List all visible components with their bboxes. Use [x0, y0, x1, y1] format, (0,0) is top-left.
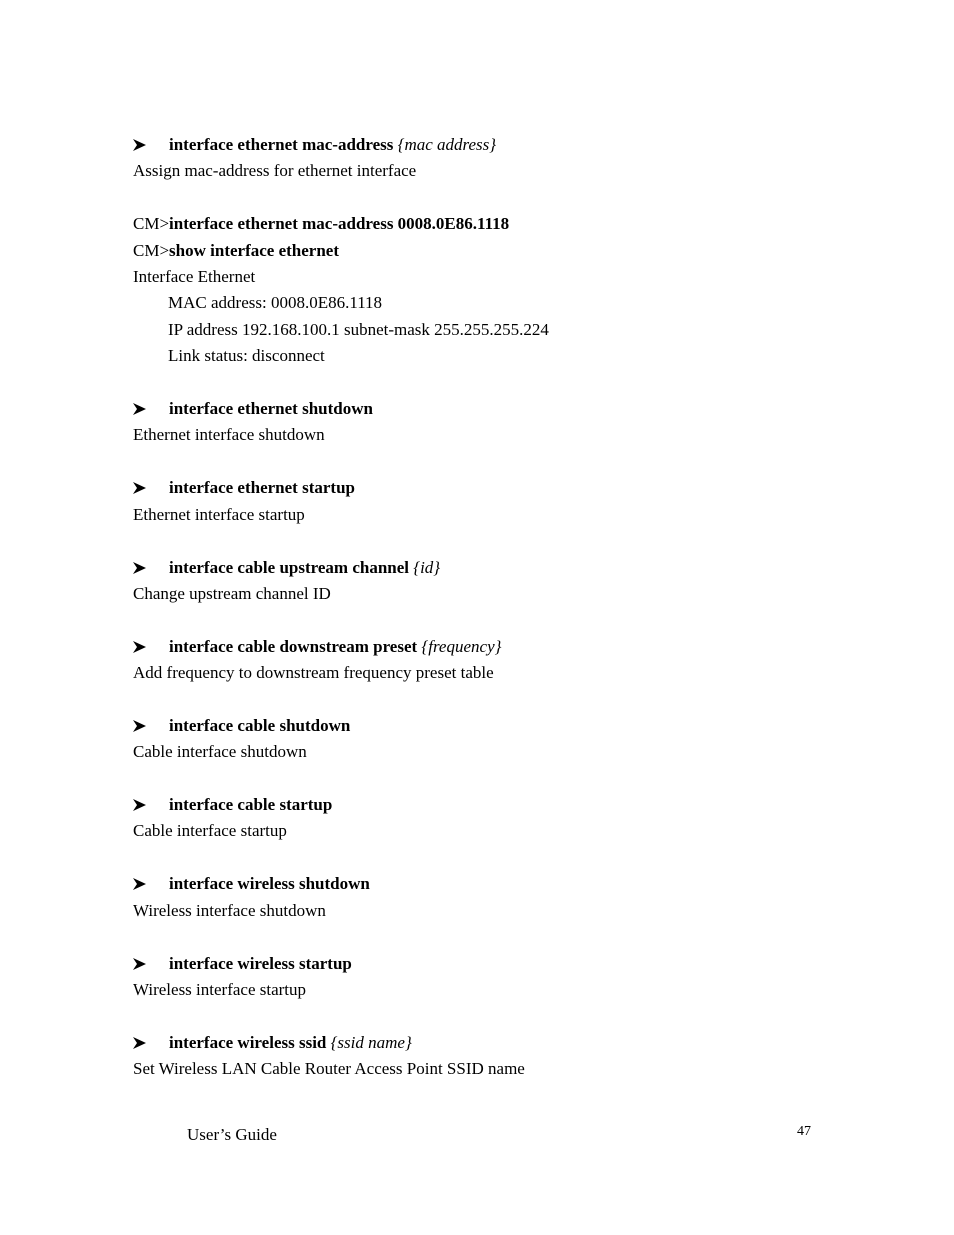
command-name: interface cable upstream channel: [169, 558, 410, 577]
command-description: Change upstream channel ID: [133, 584, 331, 603]
cli-prompt: CM>: [133, 241, 170, 260]
command-description: Assign mac-address for ethernet interface: [133, 161, 417, 180]
command-name: interface wireless startup: [169, 954, 352, 973]
command-entry: [169, 637, 501, 657]
command-argument: {mac address}: [397, 135, 497, 154]
command-name: interface wireless shutdown: [169, 874, 370, 893]
command-entry: [169, 558, 440, 578]
command-description: Wireless interface shutdown: [133, 901, 326, 920]
page-number: 47: [797, 1124, 811, 1139]
command-name: interface cable startup: [169, 795, 333, 814]
bullet-arrow-icon: [133, 795, 147, 815]
command-entry: [169, 1033, 412, 1053]
bullet-arrow-icon: [133, 954, 147, 974]
bullet-arrow-icon: [133, 558, 147, 578]
command-entry: [169, 716, 350, 736]
command-description: Set Wireless LAN Cable Router Access Point SSID name: [133, 1059, 525, 1078]
command-description: Ethernet interface shutdown: [133, 425, 325, 444]
footer-guide-title: User’s Guide: [187, 1125, 277, 1144]
example-command-line: [133, 214, 509, 234]
output-line: IP address 192.168.100.1 subnet-mask 255.255.255.224: [168, 320, 549, 339]
command-name: interface cable downstream preset: [169, 637, 418, 656]
command-description: Cable interface shutdown: [133, 742, 307, 761]
command-description: Add frequency to downstream frequency preset table: [133, 663, 494, 682]
command-entry: [169, 795, 332, 815]
command-description: Wireless interface startup: [133, 980, 307, 999]
command-name: interface ethernet shutdown: [169, 399, 373, 418]
command-name: interface ethernet startup: [169, 478, 355, 497]
command-argument: {ssid name}: [330, 1033, 412, 1052]
bullet-arrow-icon: [133, 399, 147, 419]
output-title: Interface Ethernet: [133, 267, 256, 286]
bullet-arrow-icon: [133, 478, 147, 498]
command-name: interface ethernet mac-address: [169, 135, 394, 154]
command-description: Ethernet interface startup: [133, 505, 305, 524]
command-entry: [169, 478, 355, 498]
command-entry: [169, 954, 352, 974]
command-argument: {frequency}: [421, 637, 502, 656]
output-line: Link status: disconnect: [168, 346, 325, 365]
cli-prompt: CM>: [133, 214, 170, 233]
command-name: interface cable shutdown: [169, 716, 351, 735]
command-description: Cable interface startup: [133, 821, 287, 840]
bullet-arrow-icon: [133, 1033, 147, 1053]
command-entry: [169, 874, 370, 894]
bullet-arrow-icon: [133, 874, 147, 894]
example-command: interface ethernet mac-address 0008.0E86.1118: [169, 214, 510, 233]
command-entry: [169, 399, 373, 419]
bullet-arrow-icon: [133, 716, 147, 736]
bullet-arrow-icon: [133, 637, 147, 657]
output-line: MAC address: 0008.0E86.1118: [168, 293, 383, 312]
command-name: interface wireless ssid: [169, 1033, 327, 1052]
command-argument: {id}: [413, 558, 441, 577]
command-entry: [169, 135, 496, 155]
bullet-arrow-icon: [133, 135, 147, 155]
example-command-line: [133, 241, 339, 261]
example-command: show interface ethernet: [169, 241, 339, 260]
